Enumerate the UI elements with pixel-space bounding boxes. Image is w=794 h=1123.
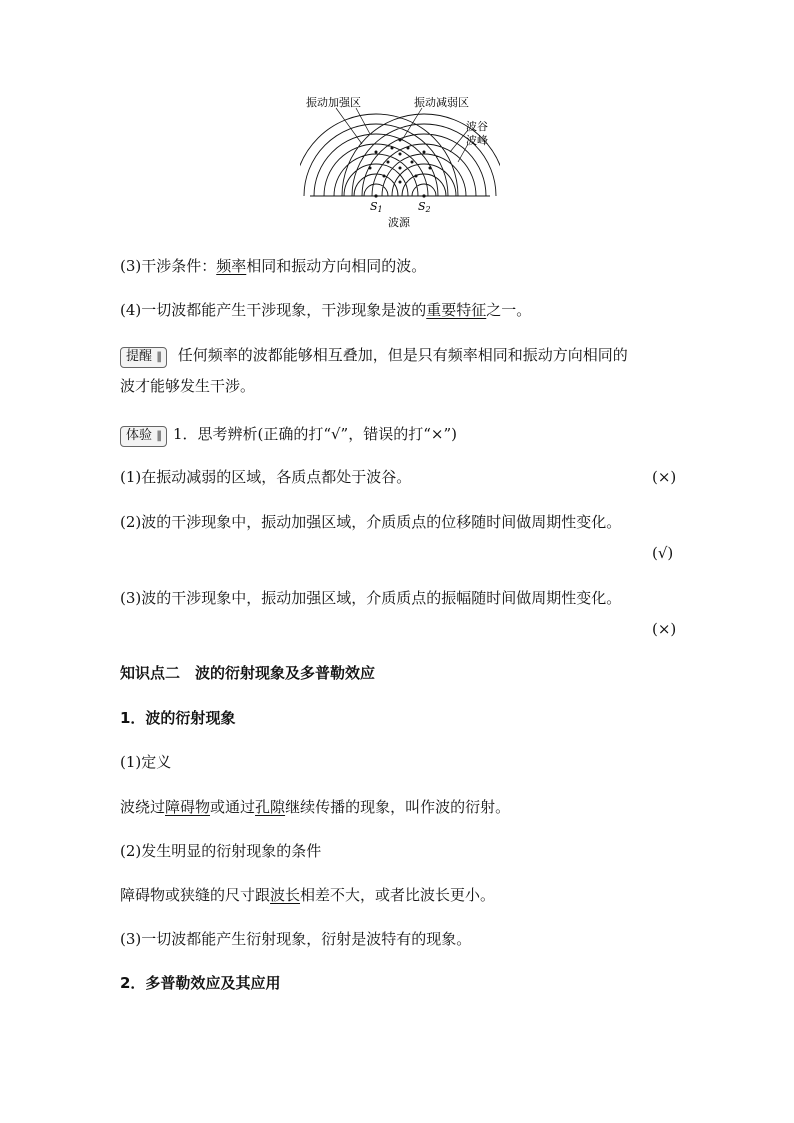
intersection-dot [399,167,402,170]
question-3: (3)波的干涉现象中，振动加强区域，介质质点的振幅随时间做周期性变化。 [120,589,622,607]
intersection-dot [383,175,386,178]
intersection-dot [429,167,432,170]
label-trough: 波谷 [466,120,488,133]
question-2-mark: (√) [652,544,674,562]
label-crest: 波峰 [466,134,488,147]
intersection-dot [399,153,402,156]
condition-line: (3)干涉条件：频率相同和振动方向相同的波。 [120,257,427,275]
tip-line-2: 波才能够发生干涉。 [120,377,256,395]
interference-figure [300,92,500,234]
exp-tag: 体验 ▐ [120,426,167,447]
question-1-mark: (×) [652,468,677,486]
source2-label: S2 [418,200,431,214]
tip-tag: 提醒 ▐ [120,347,167,368]
definition-text: 波绕过障碍物或通过孔隙继续传播的现象，叫作波的衍射。 [120,798,511,816]
subheading-diffraction: 1．波的衍射现象 [120,709,236,727]
feature-line: (4)一切波都能产生干涉现象，干涉现象是波的重要特征之一。 [120,301,532,319]
label-weak: 振动减弱区 [414,96,469,109]
intersection-dot [423,151,426,154]
question-2: (2)波的干涉现象中，振动加强区域，介质质点的位移随时间做周期性变化。 [120,513,622,531]
diffraction-universal: (3)一切波都能产生衍射现象，衍射是波特有的现象。 [120,930,472,948]
intersection-dot [375,151,378,154]
section-heading: 知识点二 波的衍射现象及多普勒效应 [120,664,376,682]
intersection-dot [391,147,394,150]
question-1: (1)在振动减弱的区域，各质点都处于波谷。 [120,468,412,486]
tip-line-1: 提醒 ▐ 任何频率的波都能够相互叠加，但是只有频率相同和振动方向相同的 [120,345,628,368]
question-3-mark: (×) [652,620,677,638]
exp-title: 体验 ▐ 1．思考辨析(正确的打“√”，错误的打“×”) [120,424,457,447]
intersection-dot [411,161,414,164]
intersection-dot [415,175,418,178]
intersection-dot [399,181,402,184]
source2-dot [422,194,425,197]
intersection-dot [387,161,390,164]
definition-heading: (1)定义 [120,753,172,771]
intersection-dot [407,147,410,150]
intersection-dot [399,139,402,142]
condition-heading: (2)发生明显的衍射现象的条件 [120,842,322,860]
label-source: 波源 [388,216,410,229]
intersection-dot [369,167,372,170]
subheading-doppler: 2．多普勒效应及其应用 [120,974,281,992]
condition-text: 障碍物或狭缝的尺寸跟波长相差不大，或者比波长更小。 [120,886,496,904]
source1-dot [374,194,377,197]
source1-label: S1 [370,200,383,214]
label-strong: 振动加强区 [306,96,361,109]
